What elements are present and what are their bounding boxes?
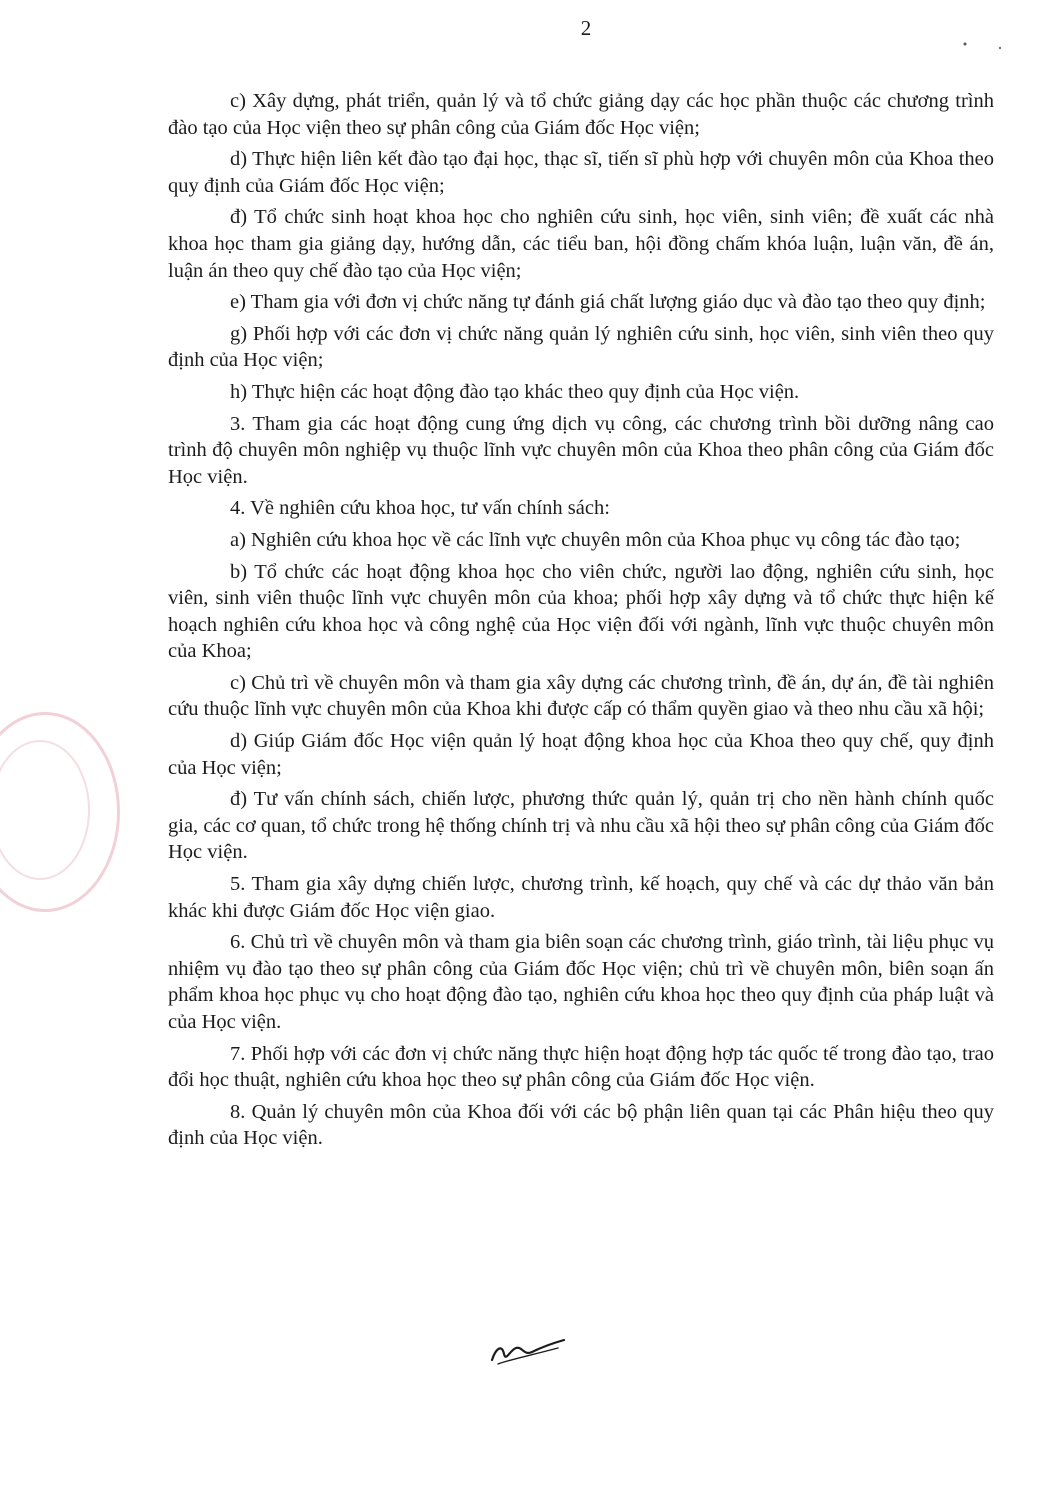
paragraph-g-coordination: g) Phối hợp với các đơn vị chức năng quản lý nghiên cứu sinh, học viên, sinh viên theo quy định của Học viện; xyxy=(168,322,994,372)
paragraph-4d-management: d) Giúp Giám đốc Học viện quản lý hoạt động khoa học của Khoa theo quy chế, quy định của Học viện; xyxy=(168,730,994,779)
paragraph-5-strategy: 5. Tham gia xây dựng chiến lược, chương trình, kế hoạch, quy chế và các dự thảo văn bản khác khi được Giám đốc Học viện giao. xyxy=(168,873,994,922)
paragraph-3-public-services: 3. Tham gia các hoạt động cung ứng dịch vụ công, các chương trình bồi dưỡng nâng cao trình độ chuyên môn nghiệp vụ thuộc lĩnh vực chuyên môn của Khoa theo phân công của Giám đốc Học viện. xyxy=(168,412,994,488)
paragraph-4a-research: a) Nghiên cứu khoa học về các lĩnh vực chuyên môn của Khoa phục vụ công tác đào tạo; xyxy=(230,528,961,551)
paragraph-e-quality-assessment: e) Tham gia với đơn vị chức năng tự đánh giá chất lượng giáo dục và đào tạo theo quy định; xyxy=(230,291,986,314)
paragraph-4b-scientific-activities: b) Tổ chức các hoạt động khoa học cho viên chức, người lao động, nghiên cứu sinh, học viên, sinh viên thuộc lĩnh vực chuyên môn của khoa; phối hợp xây dựng và tổ chức thực hiện kế hoạch nghiên cứu khoa học và công nghệ của Học viện đối với ngành, lĩnh vực thuộc chuyên môn của Khoa; xyxy=(168,560,994,663)
paragraph-4c-projects: c) Chủ trì về chuyên môn và tham gia xây dựng các chương trình, đề án, dự án, đề tài nghiên cứu thuộc lĩnh vực chuyên môn của Khoa khi được cấp có thẩm quyền giao và theo nhu cầu xã hội; xyxy=(168,671,994,721)
paragraph-4-research-heading: 4. Về nghiên cứu khoa học, tư vấn chính sách: xyxy=(230,497,610,520)
paragraph-7-international-cooperation: 7. Phối hợp với các đơn vị chức năng thực hiện hoạt động hợp tác quốc tế trong đào tạo, trao đổi học thuật, nghiên cứu khoa học theo sự phân công của Giám đốc Học viện. xyxy=(168,1042,994,1092)
handwritten-initials xyxy=(488,1330,568,1370)
paragraph-4dd-policy-advice: đ) Tư vấn chính sách, chiến lược, phương thức quản lý, quản trị cho nền hành chính quốc gia, các cơ quan, tổ chức trong hệ thống chính trị và nhu cầu xã hội theo sự phân công của Giám đốc Học viện. xyxy=(168,788,994,864)
paragraph-8-branch-management: 8. Quản lý chuyên môn của Khoa đối với các bộ phận liên quan tại các Phân hiệu theo quy định của Học viện. xyxy=(168,1100,994,1150)
page-number: 2 xyxy=(580,16,592,40)
paragraph-h-other-training: h) Thực hiện các hoạt động đào tạo khác theo quy định của Học viện. xyxy=(230,380,800,403)
paragraph-6-textbooks: 6. Chủ trì về chuyên môn và tham gia biên soạn các chương trình, giáo trình, tài liệu phục vụ nhiệm vụ đào tạo theo sự phân công của Giám đốc Học viện; chủ trì về chuyên môn, biên soạn ấn phẩm khoa học phục vụ cho hoạt động đào tạo, nghiên cứu khoa học theo quy định của pháp luật và của Học viện. xyxy=(168,931,994,1033)
paragraph-c-curriculum: c) Xây dựng, phát triển, quản lý và tổ chức giảng dạy các học phần thuộc các chương trình đào tạo của Học viện theo sự phân công của Giám đốc Học viện; xyxy=(168,90,994,139)
paragraph-dd-scientific-activities: đ) Tổ chức sinh hoạt khoa học cho nghiên cứu sinh, học viên, sinh viên; đề xuất các nhà khoa học tham gia giảng dạy, hướng dẫn, các tiểu ban, hội đồng chấm khóa luận, luận văn, đề án, luận án theo quy chế đào tạo của Học viện; xyxy=(168,206,994,282)
paragraph-d-joint-training: d) Thực hiện liên kết đào tạo đại học, thạc sĩ, tiến sĩ phù hợp với chuyên môn của Khoa theo quy định của Giám đốc Học viện; xyxy=(168,148,994,197)
document-body xyxy=(168,88,994,1157)
scan-speck-mark xyxy=(962,40,1002,50)
